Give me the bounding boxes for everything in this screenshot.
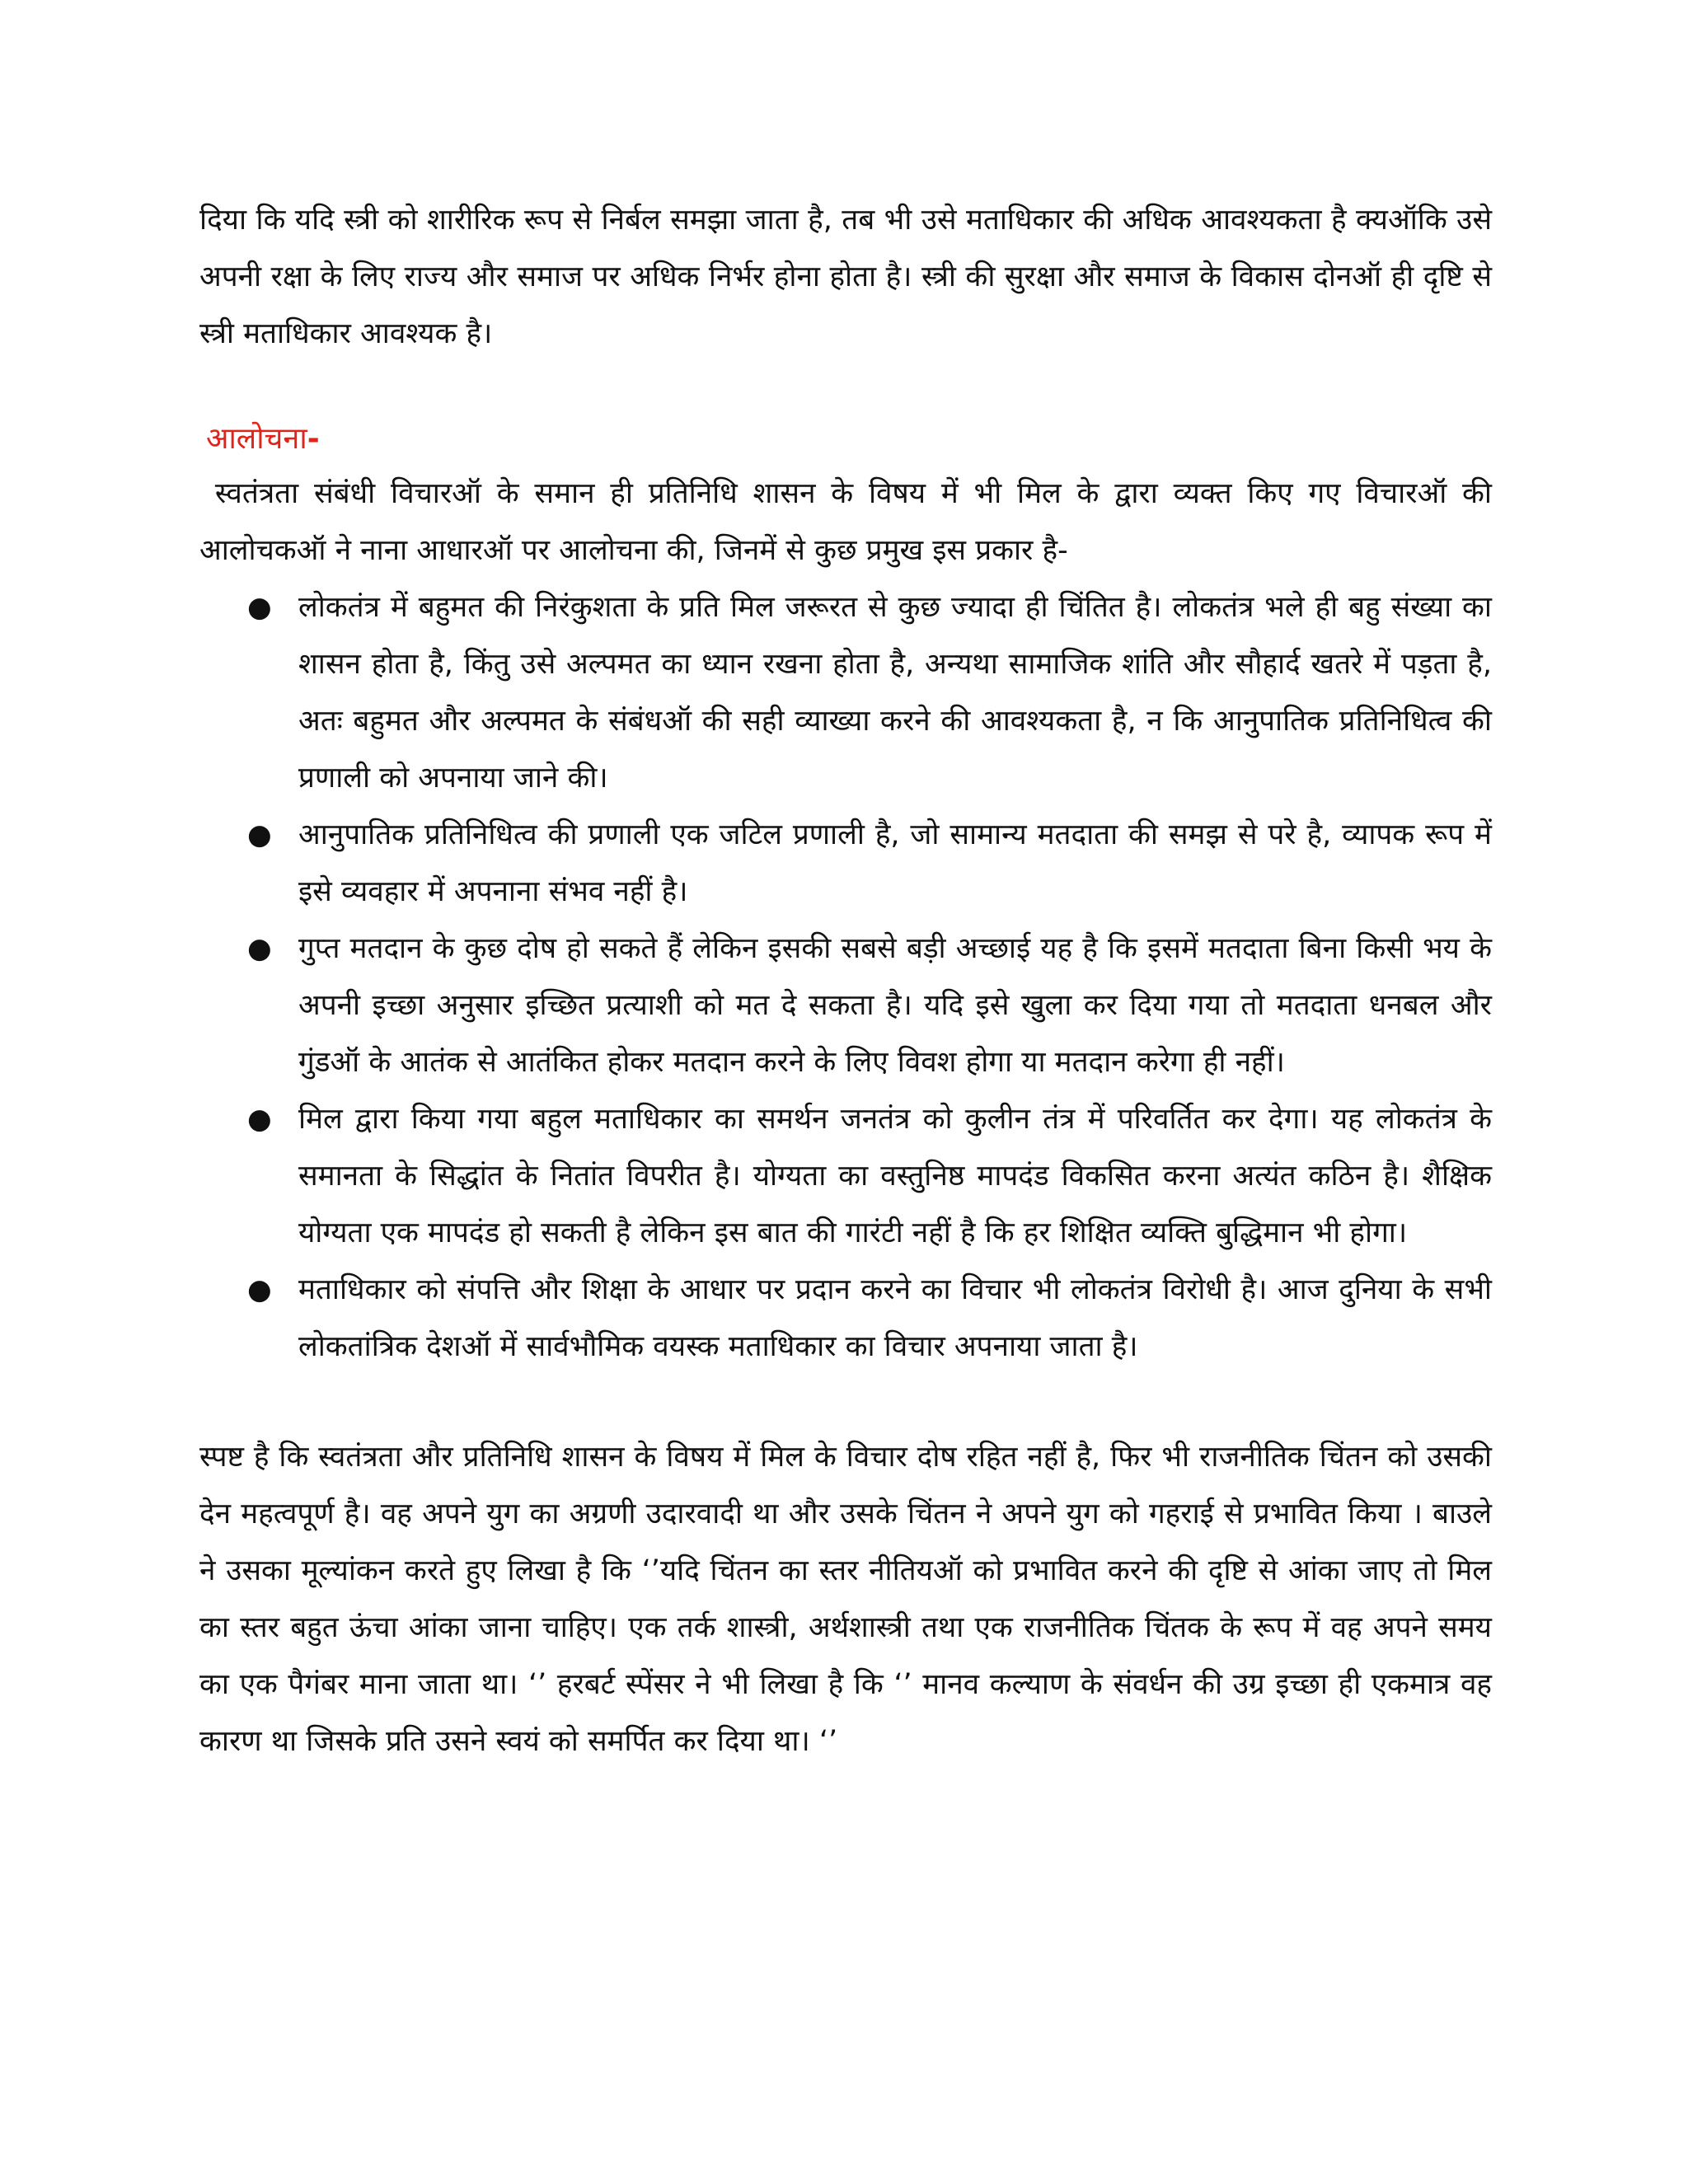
list-item-text: मताधिकार को संपत्ति और शिक्षा के आधार पर प्रदान करने का विचार भी लोकतंत्र विरोधी है। आज दुनिया के सभी लोकतांत्रिक देशऑ में सार्वभौमिक वयस्क मताधिकार का विचार अपनाया जाता है। <box>298 1273 1492 1363</box>
bullet-icon: ● <box>247 818 272 851</box>
bullet-icon: ● <box>247 932 272 965</box>
bullet-icon: ● <box>247 591 272 624</box>
intro-paragraph: दिया कि यदि स्त्री को शारीरिक रूप से निर्बल समझा जाता है, तब भी उसे मताधिकार की अधिक आवश्यकता है क्यऑकि उसे अपनी रक्षा के लिए राज्य और समाज पर अधिक निर्भर होना होता है। स्त्री की सुरक्षा और समाज के विकास दोनऑ ही दृष्टि से स्त्री मताधिकार आवश्यक है। <box>199 204 1492 350</box>
list-item-text: आनुपातिक प्रतिनिधित्व की प्रणाली एक जटिल प्रणाली है, जो सामान्य मतदाता की समझ से परे है, व्यापक रूप में इसे व्यवहार में अपनाना संभव नहीं है। <box>298 818 1492 908</box>
bullet-icon: ● <box>247 1273 272 1306</box>
document-page <box>199 192 1492 1770</box>
list-item-text: लोकतंत्र में बहुमत की निरंकुशता के प्रति मिल जरूरत से कुछ ज्यादा ही चिंतित है। लोकतंत्र भले ही बहु संख्या का शासन होता है, किंतु उसे अल्पमत का ध्यान रखना होता है, अन्यथा सामाजिक शांति और सौहार्द खतरे में पड़ता है, अतः बहुमत और अल्पमत के संबंधऑ की सही व्याख्या करने की आवश्यकता है, न कि आनुपातिक प्रतिनिधित्व की प्रणाली को अपनाया जाने की। <box>298 591 1492 794</box>
list-item <box>247 579 1492 807</box>
list-item <box>247 921 1492 1091</box>
section-heading <box>206 415 1492 464</box>
lead-paragraph <box>199 466 1492 579</box>
bullet-icon: ● <box>247 1103 272 1136</box>
list-item-text: मिल द्वारा किया गया बहुल मताधिकार का समर्थन जनतंत्र को कुलीन तंत्र में परिवर्तित कर देगा। यह लोकतंत्र के समानता के सिद्धांत के नितांत विपरीत है। योग्यता का वस्तुनिष्ठ मापदंड विकसित करना अत्यंत कठिन है। शैक्षिक योग्यता एक मापदंड हो सकती है लेकिन इस बात की गारंटी नहीं है कि हर शिक्षित व्यक्ति बुद्धिमान भी होगा। <box>298 1103 1492 1249</box>
section-heading-dash: - <box>307 422 320 456</box>
list-item <box>247 1262 1492 1376</box>
section-heading-label: आलोचना <box>206 422 307 456</box>
list-item <box>247 1091 1492 1262</box>
list-item <box>247 807 1492 921</box>
criticism-list <box>199 579 1492 1376</box>
list-item-text: गुप्त मतदान के कुछ दोष हो सकते हैं लेकिन इसकी सबसे बड़ी अच्छाई यह है कि इसमें मतदाता बिना किसी भय के अपनी इच्छा अनुसार इच्छित प्रत्याशी को मत दे सकता है। यदि इसे खुला कर दिया गया तो मतदाता धनबल और गुंडऑ के आतंक से आतंकित होकर मतदान करने के लिए विवश होगा या मतदान करेगा ही नहीं। <box>298 932 1492 1079</box>
summary-paragraph: स्पष्ट है कि स्वतंत्रता और प्रतिनिधि शासन के विषय में मिल के विचार दोष रहित नहीं है, फिर भी राजनीतिक चिंतन को उसकी देन महत्वपूर्ण है। वह अपने युग का अग्रणी उदारवादी था और उसके चिंतन ने अपने युग को गहराई से प्रभावित किया । बाउले ने उसका मूल्यांकन करते हुए लिखा है कि ‘’यदि चिंतन का स्तर नीतियऑ को प्रभावित करने की दृष्टि से आंका जाए तो मिल का स्तर बहुत ऊंचा आंका जाना चाहिए। एक तर्क शास्त्री, अर्थशास्त्री तथा एक राजनीतिक चिंतक के रूप में वह अपने समय का एक पैगंबर माना जाता था। ‘’ हरबर्ट स्पेंसर ने भी लिखा है कि ‘’ मानव कल्याण के संवर्धन की उग्र इच्छा ही एकमात्र वह कारण था जिसके प्रति उसने स्वयं को समर्पित कर दिया था। ‘’ <box>199 1441 1492 1758</box>
lead-text: स्वतंत्रता संबंधी विचारऑ के समान ही प्रतिनिधि शासन के विषय में भी मिल के द्वारा व्यक्त किए गए विचारऑ की आलोचकऑ ने नाना आधारऑ पर आलोचना की, जिनमें से कुछ प्रमुख इस प्रकार है- <box>199 477 1492 567</box>
